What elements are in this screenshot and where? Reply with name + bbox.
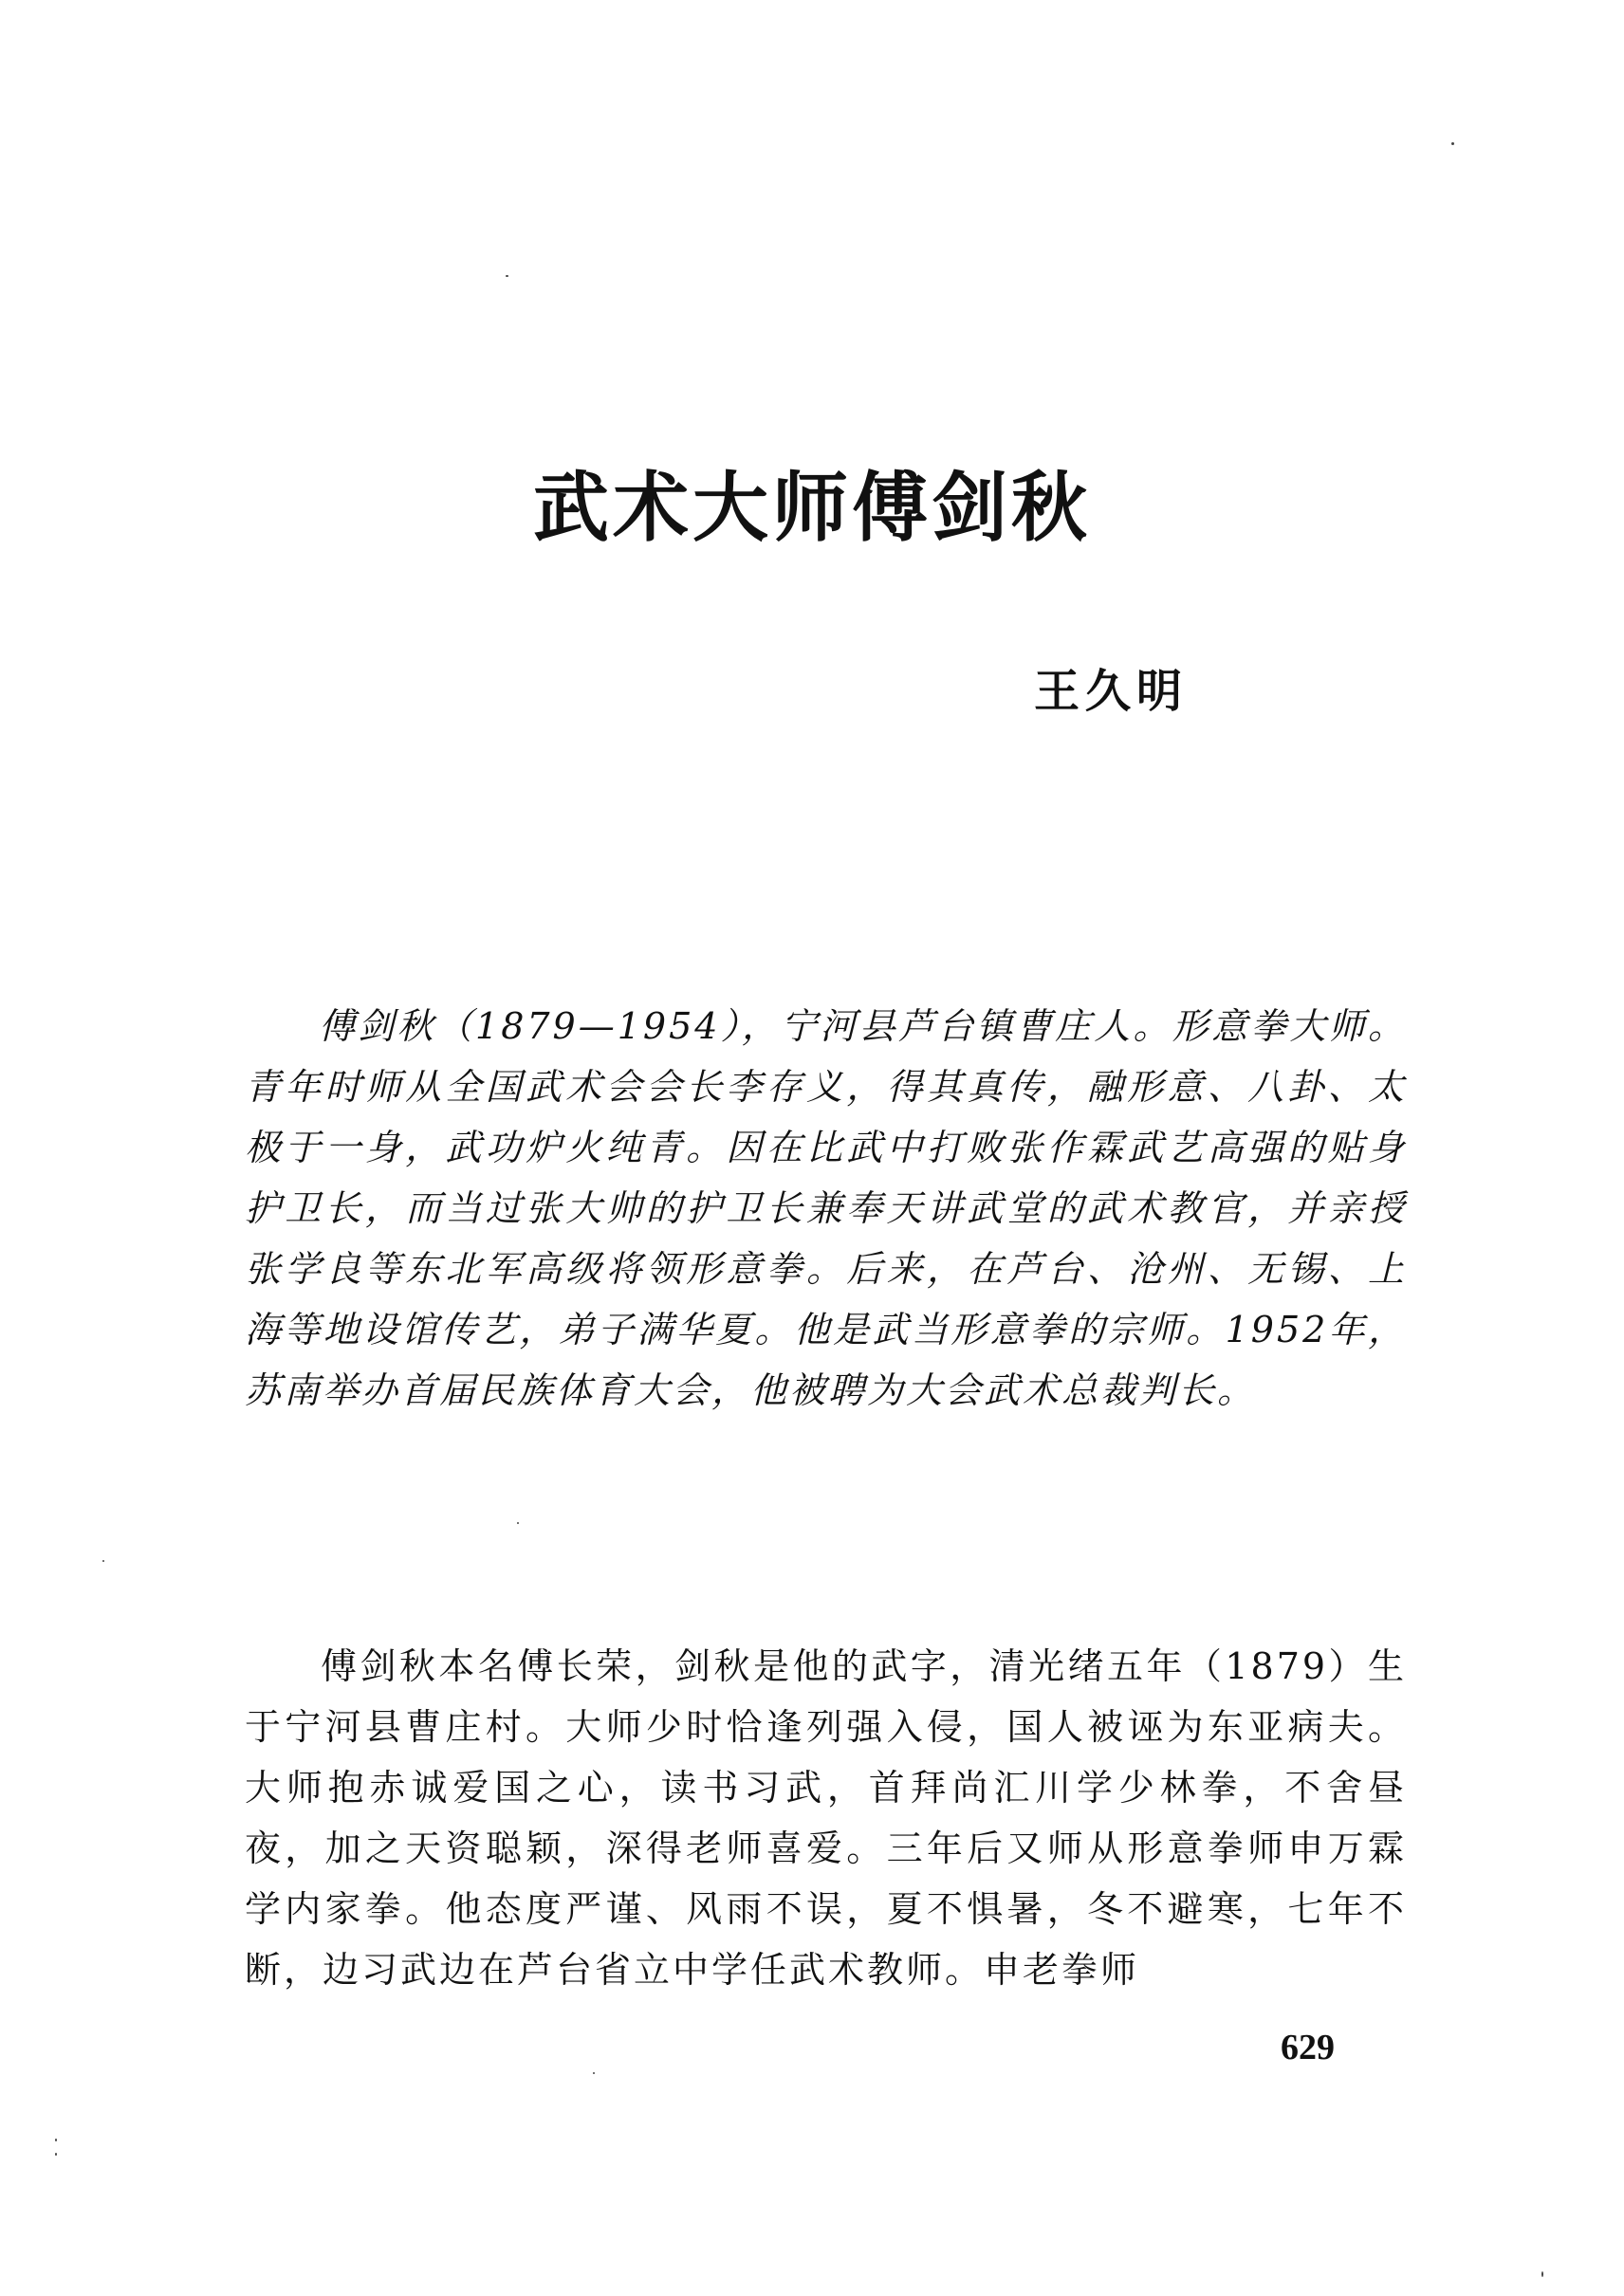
- scan-speck: [1451, 142, 1454, 145]
- scan-speck: [55, 2153, 57, 2156]
- abstract-paragraph: 傅剑秋（1879—1954），宁河县芦台镇曹庄人。形意拳大师。青年时师从全国武术会会长李存义，得其真传，融形意、八卦、太极于一身，武功炉火纯青。因在比武中打败张作霖武艺高强的贴身护卫长，而当过张大帅的护卫长兼奉天讲武堂的武术教官，并亲授张学良等东北军高级将领形意拳。后来，在芦台、沧州、无锡、上海等地设馆传艺，弟子满华夏。他是武当形意拳的宗师。1952年，苏南举办首届民族体育大会，他被聘为大会武术总裁判长。: [245, 1005, 1407, 1411]
- scan-speck: [517, 1522, 519, 1524]
- body-paragraph: 傅剑秋本名傅长荣，剑秋是他的武字，清光绪五年（1879）生于宁河县曹庄村。大师少时恰逢列强入侵，国人被诬为东亚病夫。大师抱赤诚爱国之心，读书习武，首拜尚汇川学少林拳，不舍昼夜，加之天资聪颖，深得老师喜爱。三年后又师从形意拳师申万霖学内家拳。他态度严谨、风雨不误，夏不惧暑，冬不避寒，七年不断，边习武边在芦台省立中学任武术教师。申老拳师: [245, 1645, 1407, 1991]
- scan-speck: [593, 2072, 595, 2074]
- scan-speck: [102, 1560, 104, 1562]
- scan-speck: [506, 275, 508, 277]
- scan-speck: [55, 2139, 57, 2141]
- article-author: 王久明: [1034, 665, 1189, 718]
- article-title: 武术大师傅剑秋: [533, 463, 1091, 552]
- page-number: 629: [1281, 2028, 1335, 2067]
- scan-speck: [1541, 2271, 1543, 2277]
